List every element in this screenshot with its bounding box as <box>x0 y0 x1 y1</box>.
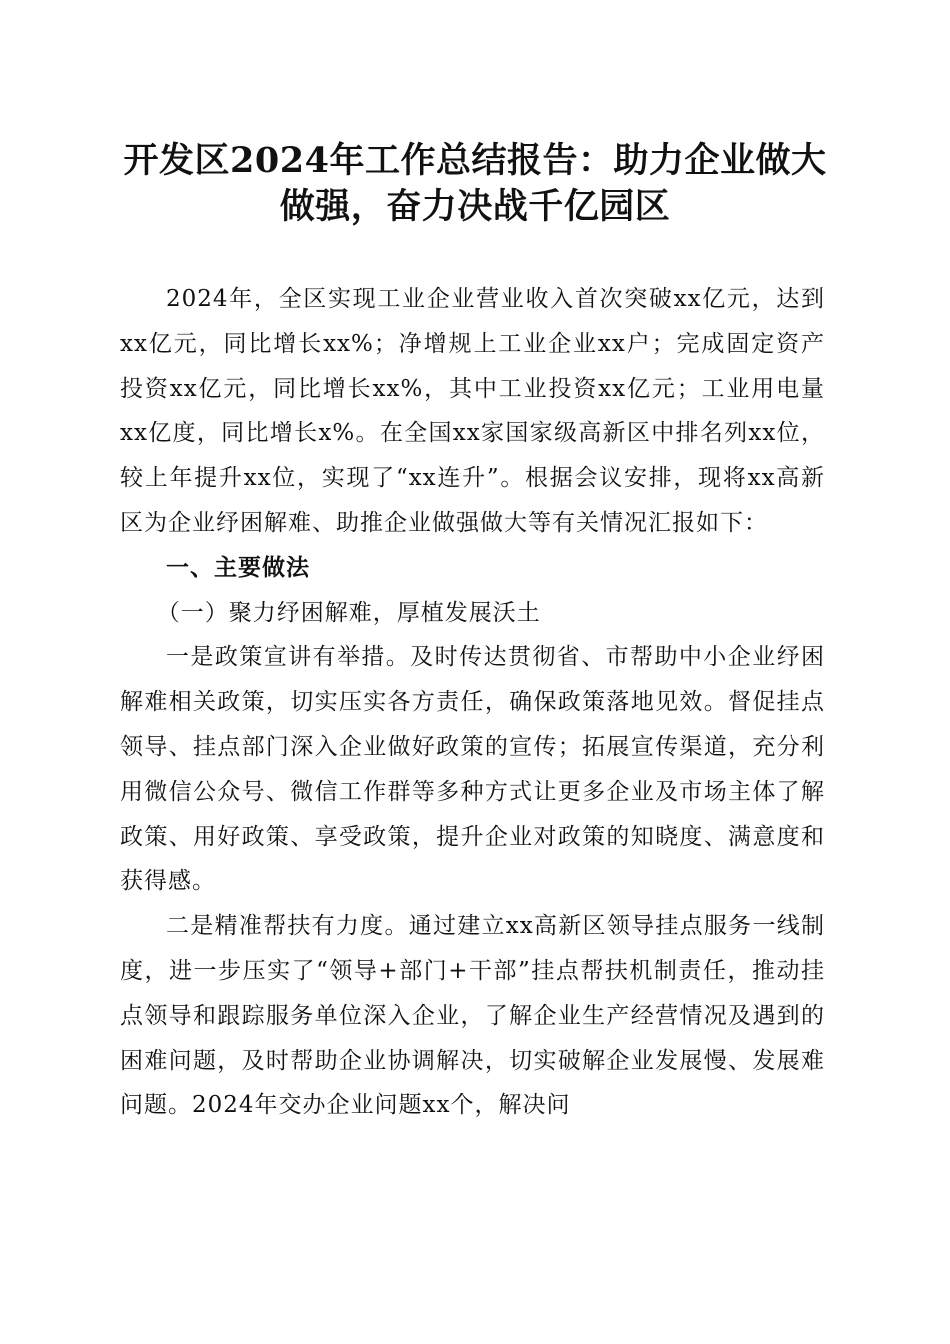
section-heading-main-practices: 一、主要做法 <box>166 554 310 581</box>
intro-paragraph: 2024年，全区实现工业企业营业收入首次突破xx亿元，达到xx亿元，同比增长xx%；净增规上工业企业xx户；完成固定资产投资xx亿元，同比增长xx%，其中工业投资xx亿元；工业用电量xx亿度，同比增长x%。在全国xx家国家级高新区中排名列xx位，较上年提升xx位，实现了“xx连升”。根据会议安排，现将xx高新区为企业纾困解难、助推企业做强做大等有关情况汇报如下： <box>120 286 825 536</box>
document-title: 开发区2024年工作总结报告：助力企业做大做强，奋力决战千亿园区 <box>123 140 827 227</box>
paragraph-precise-assistance: 二是精准帮扶有力度。通过建立xx高新区领导挂点服务一线制度，进一步压实了“领导+部门+干部”挂点帮扶机制责任，推动挂点领导和跟踪服务单位深入企业，了解企业生产经营情况及遇到的困难问题，及时帮助企业协调解决，切实破解企业发展慢、发展难问题。2024年交办企业问题xx个，解决问 <box>120 913 825 1119</box>
document-body <box>120 277 825 1128</box>
paragraph-policy-promotion: 一是政策宣讲有举措。及时传达贯彻省、市帮助中小企业纾困解难相关政策，切实压实各方责任，确保政策落地见效。督促挂点领导、挂点部门深入企业做好政策的宣传；拓展宣传渠道，充分利用微信公众号、微信工作群等多种方式让更多企业及市场主体了解政策、用好政策、享受政策，提升企业对政策的知晓度、满意度和获得感。 <box>120 644 825 895</box>
subsection-heading-1: （一）聚力纾困解难，厚植发展沃土 <box>156 599 541 626</box>
